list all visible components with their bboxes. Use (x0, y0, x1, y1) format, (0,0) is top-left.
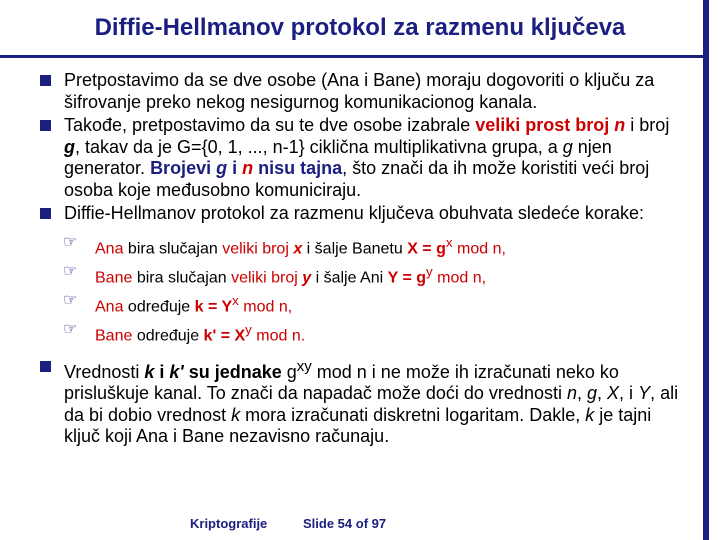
pointing-hand-icon: ☞ (63, 321, 78, 339)
steps-list (63, 231, 690, 348)
pointing-hand-icon: ☞ (63, 292, 78, 310)
square-bullet-icon (40, 120, 51, 131)
bullet-4: Vrednosti k i k' su jednake $g^{xy}$ mod n i ne može ih izračunati neko ko prisluškuje kanal. To znači da napadač može doći do vrednosti n, g, X, i Y, ali da bi dobio vrednost k mora izračunati diskretni logaritam. Dakle, k je tajni ključ koji Ana i Bane nezavisno računaju. (40, 356, 690, 448)
pointing-hand-icon: ☞ (63, 233, 78, 251)
square-bullet-icon (40, 208, 51, 219)
bullet-2: Takođe, pretpostavimo da su te dve osobe izabrale veliki prost broj n i broj g, takav da je G={0, 1, ..., n-1} ciklična multiplikativna grupa, a g njen generator. Brojevi g i n nisu tajna, što znači da ih može koristiti veći broj osoba koje međusobno komuniciraju. (40, 115, 690, 201)
square-bullet-icon (40, 75, 51, 86)
bullet-1: Pretpostavimo da se dve osobe (Ana i Bane) moraju dogovoriti o ključu za šifrovanje preko nekog nesigurnog komunikacionog kanala. (40, 70, 690, 113)
pointing-hand-icon: ☞ (63, 262, 78, 280)
step-4: ☞ Bane određuje $k' = X^y$ mod n. (63, 318, 690, 347)
step-3: ☞ Ana određuje $k = Y^x$ mod n, (63, 289, 690, 318)
slide-body (40, 70, 690, 450)
slide-title: Diffie-Hellmanov protokol za razmenu ključeva (94, 14, 626, 41)
step-1: ☞ Ana bira slučajan veliki broj x i šalje Banetu $X = g^x$ mod n, (63, 231, 690, 260)
step-2: ☞ Bane bira slučajan veliki broj y i šalje Ani $Y = g^y$ mod n, (63, 260, 690, 289)
bullet-3: Diffie-Hellmanov protokol za razmenu ključeva obuhvata sledeće korake: (40, 203, 690, 225)
square-bullet-icon (40, 361, 51, 372)
footer-course: Kriptografije (190, 516, 268, 531)
right-accent-bar (703, 0, 709, 540)
title-divider (0, 55, 703, 58)
footer-slide-number: Slide 54 of 97 (303, 516, 387, 531)
